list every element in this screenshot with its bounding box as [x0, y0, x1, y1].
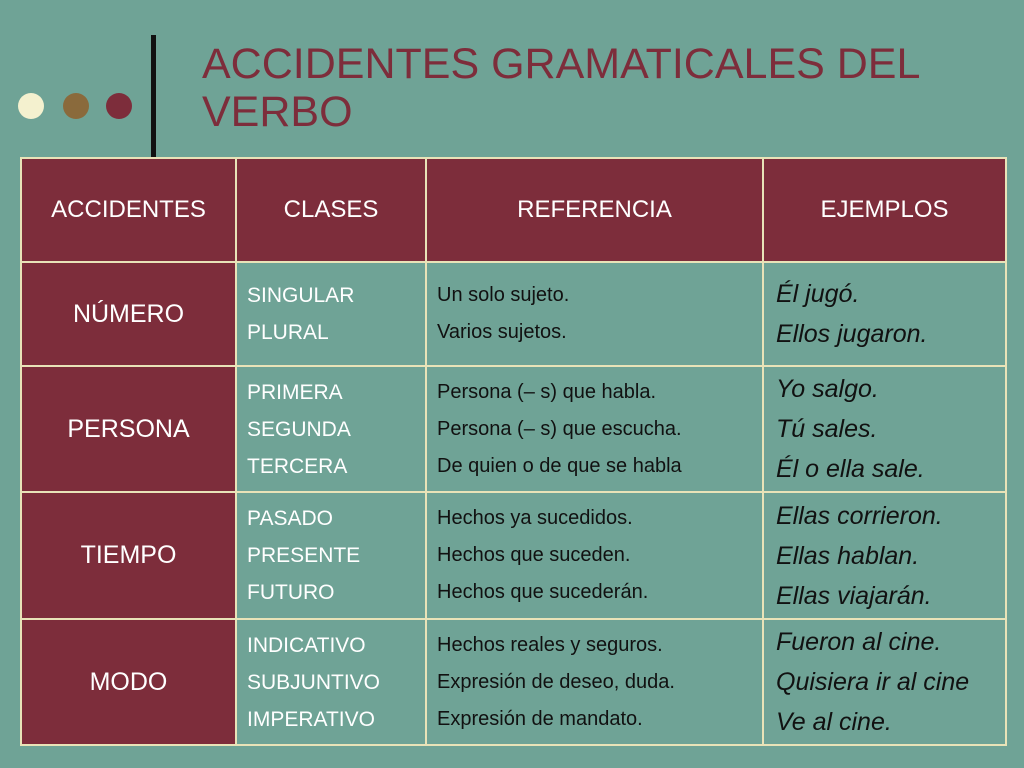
- table-row: [21, 262, 1006, 366]
- referencia-item: Hechos que sucederán.: [437, 581, 649, 603]
- accidente-cell: NÚMERO: [21, 262, 236, 366]
- ejemplo-item: Él o ella sale.: [776, 455, 925, 483]
- clase-item: SEGUNDA: [247, 417, 351, 441]
- ejemplo-item: Tú sales.: [776, 415, 878, 443]
- ejemplo-item: Ellos jugaron.: [776, 320, 928, 348]
- ejemplo-item: Ve al cine.: [776, 708, 892, 736]
- clase-item: FUTURO: [247, 581, 335, 604]
- referencia-item: Hechos reales y seguros.: [437, 633, 663, 656]
- referencia-cell: [426, 492, 763, 619]
- clases-cell: [236, 262, 426, 366]
- referencia-item: Un solo sujeto.: [437, 284, 570, 306]
- referencia-item: Varios sujetos.: [437, 321, 567, 343]
- ejemplo-item: Ellas corrieron.: [776, 501, 943, 530]
- verb-accidents-table: [20, 157, 1007, 746]
- title-divider: [151, 35, 156, 157]
- header-ejemplos: EJEMPLOS: [763, 158, 1006, 262]
- header-clases: CLASES: [236, 158, 426, 262]
- clase-item: IMPERATIVO: [247, 707, 375, 731]
- ejemplo-item: Ellas viajarán.: [776, 581, 932, 610]
- ejemplo-item: Yo salgo.: [776, 375, 879, 403]
- ejemplo-item: Fueron al cine.: [776, 628, 942, 656]
- clase-item: PRESENTE: [247, 544, 361, 567]
- brown-dot-icon: [63, 93, 89, 119]
- ejemplo-item: Quisiera ir al cine: [776, 668, 970, 696]
- clases-cell: [236, 492, 426, 619]
- maroon-dot-icon: [106, 93, 132, 119]
- referencia-cell: [426, 619, 763, 745]
- clase-item: PASADO: [247, 507, 333, 530]
- ejemplos-cell: [763, 262, 1006, 366]
- clase-item: TERCERA: [247, 454, 348, 478]
- accidente-cell: PERSONA: [21, 366, 236, 492]
- table-row: [21, 492, 1006, 619]
- accidente-cell: TIEMPO: [21, 492, 236, 619]
- ejemplos-cell: [763, 619, 1006, 745]
- ejemplos-cell: [763, 492, 1006, 619]
- referencia-item: Hechos ya sucedidos.: [437, 507, 633, 529]
- table-header-row: [21, 158, 1006, 262]
- accidente-cell: MODO: [21, 619, 236, 745]
- referencia-item: Persona (– s) que habla.: [437, 380, 657, 403]
- clase-item: SINGULAR: [247, 284, 355, 307]
- slide-title: ACCIDENTES GRAMATICALES DEL VERBO: [202, 40, 919, 136]
- ejemplo-item: Él jugó.: [776, 280, 860, 308]
- referencia-cell: [426, 366, 763, 492]
- ejemplos-cell: [763, 366, 1006, 492]
- clases-cell: [236, 366, 426, 492]
- referencia-item: De quien o de que se habla: [437, 454, 682, 477]
- clases-cell: [236, 619, 426, 745]
- referencia-item: Hechos que suceden.: [437, 544, 631, 566]
- clase-item: SUBJUNTIVO: [247, 670, 381, 694]
- referencia-cell: [426, 262, 763, 366]
- referencia-item: Expresión de mandato.: [437, 707, 643, 730]
- table-row: [21, 619, 1006, 745]
- clase-item: PLURAL: [247, 321, 329, 344]
- referencia-item: Expresión de deseo, duda.: [437, 670, 675, 693]
- header-referencia: REFERENCIA: [426, 158, 763, 262]
- ejemplo-item: Ellas hablan.: [776, 541, 920, 570]
- referencia-item: Persona (– s) que escucha.: [437, 417, 682, 440]
- clase-item: PRIMERA: [247, 380, 343, 404]
- clase-item: INDICATIVO: [247, 633, 366, 657]
- header-accidentes: ACCIDENTES: [21, 158, 236, 262]
- table-row: [21, 366, 1006, 492]
- cream-dot-icon: [18, 93, 44, 119]
